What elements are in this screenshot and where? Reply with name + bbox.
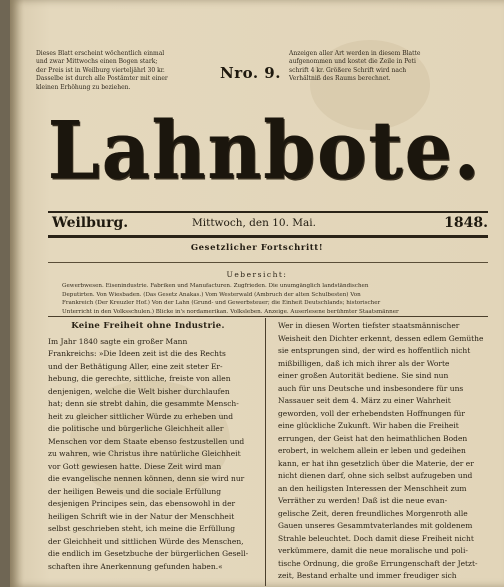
subscription-notice (36, 50, 186, 92)
dateline-date: Mittwoch, den 10. Mai. (192, 217, 316, 229)
article-line: errungen, der Geist hat den heimathlichen Boden (278, 433, 468, 443)
dateline-year: 1848. (444, 215, 488, 231)
article-line: der heiligen Beweis und die sociale Erfüllung (48, 486, 222, 496)
advertising-notice (289, 50, 449, 84)
article-line: vor Gott gewiesen hatte. Diese Zeit wird man (48, 461, 222, 471)
article-title: Keine Freiheit ohne Industrie. (71, 321, 225, 331)
rule-motto (48, 262, 488, 263)
article-line: nicht dienen darf, ohne sich selbst aufzugeben und (278, 471, 473, 480)
article-line: der Gleichheit und sittlichen Würde des Menschen, (48, 536, 244, 546)
article-line: heit zu gleicher sittlicher Würde zu erheben und (48, 411, 234, 421)
article-line: Frankreichs: »Die Ideen zeit ist die des Rechts (48, 349, 226, 358)
article-left (48, 320, 248, 573)
notice-line: Dasselbe ist durch alle Postämter mit einer (36, 75, 168, 83)
article-line: hat; denn sie strebt dahin, die gesammte Mensch- (48, 399, 239, 408)
rule-bottom (48, 235, 488, 238)
contents-list (62, 282, 486, 316)
article-line: zeit, Bestand erhalte und immer freudiger sich (278, 571, 457, 580)
article-line: zu wahren, wie Christus ihre natürliche Gleichheit (48, 449, 241, 458)
article-line: selbst geschrieben steht, ich meine die Erfüllung (48, 524, 236, 533)
notice-line: schrift 4 kr. Größere Schrift wird nach (289, 66, 407, 74)
article-line: an den heiligsten Interessen der Menschheit zum (278, 483, 467, 493)
article-line: kann, er hat ihn gesetzlich über die Materie, der er (278, 458, 474, 468)
contents-line: Frankreich (Der Kreuzler Hof.) Von der Lahn (Grund- und Gewerbsteuer; die Einheit Deutschlands; historischer (62, 300, 381, 306)
article-line: schaften ihre Anerkennung gefunden haben.« (48, 561, 223, 571)
article-line: die evangelische nennen können, denn sie wird nur (48, 474, 245, 483)
notice-line: aufgenommen und kostet die Zeile in Peti (289, 58, 416, 66)
article-line: Strahle beleuchtet. Doch damit diese Freiheit nicht (278, 533, 474, 543)
notice-line: der Preis ist in Weilburg vierteljährl 30 kr. (36, 66, 165, 74)
contents-line: Gewerbwesen. Eisenindustrie. Fabriken und Manufacturen. Zugfrieden. Die unumgänglich landständischen (62, 283, 369, 289)
article-line: verkümmere, damit die neue moralische und poli- (278, 546, 468, 555)
article-line: Nassauer seit dem 4. März zu einer Wahrheit (278, 396, 451, 405)
notice-line: Dieses Blatt erscheint wöchentlich einmal (36, 50, 165, 57)
notice-line: kleinen Erhöhung zu beziehen. (36, 83, 131, 91)
article-line: mißbilligen, daß ich mich ihrer als der Worte (278, 358, 450, 368)
dateline-place: Weilburg. (52, 215, 129, 231)
article-right (278, 320, 486, 583)
masthead-title: Lahnbote. (48, 104, 482, 198)
article-line: denjenigen, welche die Welt bisher durchlaufen (48, 386, 230, 396)
article-line: erobert, in welchem allein er leben und gedeihen (278, 446, 466, 455)
notice-line: Verhältniß des Raums berechnet. (289, 75, 391, 83)
rule-top (48, 211, 488, 213)
motto: Gesetzlicher Fortschritt! (190, 243, 324, 253)
article-line: Gauen unseres Gesammtvaterlandes mit goldenem (278, 521, 473, 530)
article-line: eine glückliche Zukunft. Wir haben die Freiheit (278, 421, 459, 430)
article-line: die endlich im Gesetzbuche der bürgerlichen Gesell- (48, 549, 248, 558)
article-line: auch für uns Deutsche und insbesondere für uns (278, 383, 464, 393)
article-line: tische Ordnung, die große Errungenschaft der Jetzt- (278, 558, 478, 568)
column-divider (265, 318, 266, 586)
notice-line: und zwar Mittwochs einen Bogen stark; (36, 58, 158, 66)
dateline (52, 215, 488, 233)
article-line: Im Jahr 1840 sagte ein großer Mann (48, 336, 188, 346)
newspaper-page (10, 0, 504, 587)
article-line: einer großen Autorität bediene. Sie sind nun (278, 371, 449, 380)
issue-number: Nro. 9. (220, 64, 281, 82)
article-line: und der Bethätigung Aller, eine zeit steter Er- (48, 361, 223, 371)
article-line: hebung, die gerechte, sittliche, freiste von allen (48, 374, 231, 383)
article-line: Weisheit den Dichter erkennt, dessen edlem Gemüthe (278, 333, 484, 343)
article-line: heiligen Schrift wie in der Natur der Menschheit (48, 511, 235, 521)
article-line: die politische und bürgerliche Gleichheit aller (48, 424, 224, 433)
article-line: Menschen vor dem Staate ebenso festzustellen und (48, 436, 245, 446)
article-line: gelische Zeit, deren freundliches Morgenroth alle (278, 508, 468, 518)
notice-line: Anzeigen aller Art werden in diesem Blatte (289, 50, 421, 57)
article-line: sie entsprungen sind, der wird es hoffentlich nicht (278, 346, 471, 355)
contents-title: Uebersicht: (226, 270, 288, 279)
article-line: desjenigen Principes sein, das ebensowohl in der (48, 499, 236, 508)
article-line: Wer in diesen Worten tiefster staatsmännischer (278, 321, 460, 330)
contents-line: Deputirten. Von Wiesbaden. (Das Gesetz Anakas.) Vom Westerwald (Ambruch der alten Schulbesten) Von (62, 291, 361, 298)
contents-line: Unterricht in den Volksschulen.) Blicke in's nordamerikan. Volksleben. Anzeige. Auserlesene berühmter Staatsmänner (62, 308, 399, 315)
article-line: Verräther zu werden! Daß ist die neue evan- (278, 496, 448, 505)
article-line: geworden, voll der erhebendsten Hoffnungen für (278, 408, 465, 418)
rule-contents (48, 316, 488, 317)
